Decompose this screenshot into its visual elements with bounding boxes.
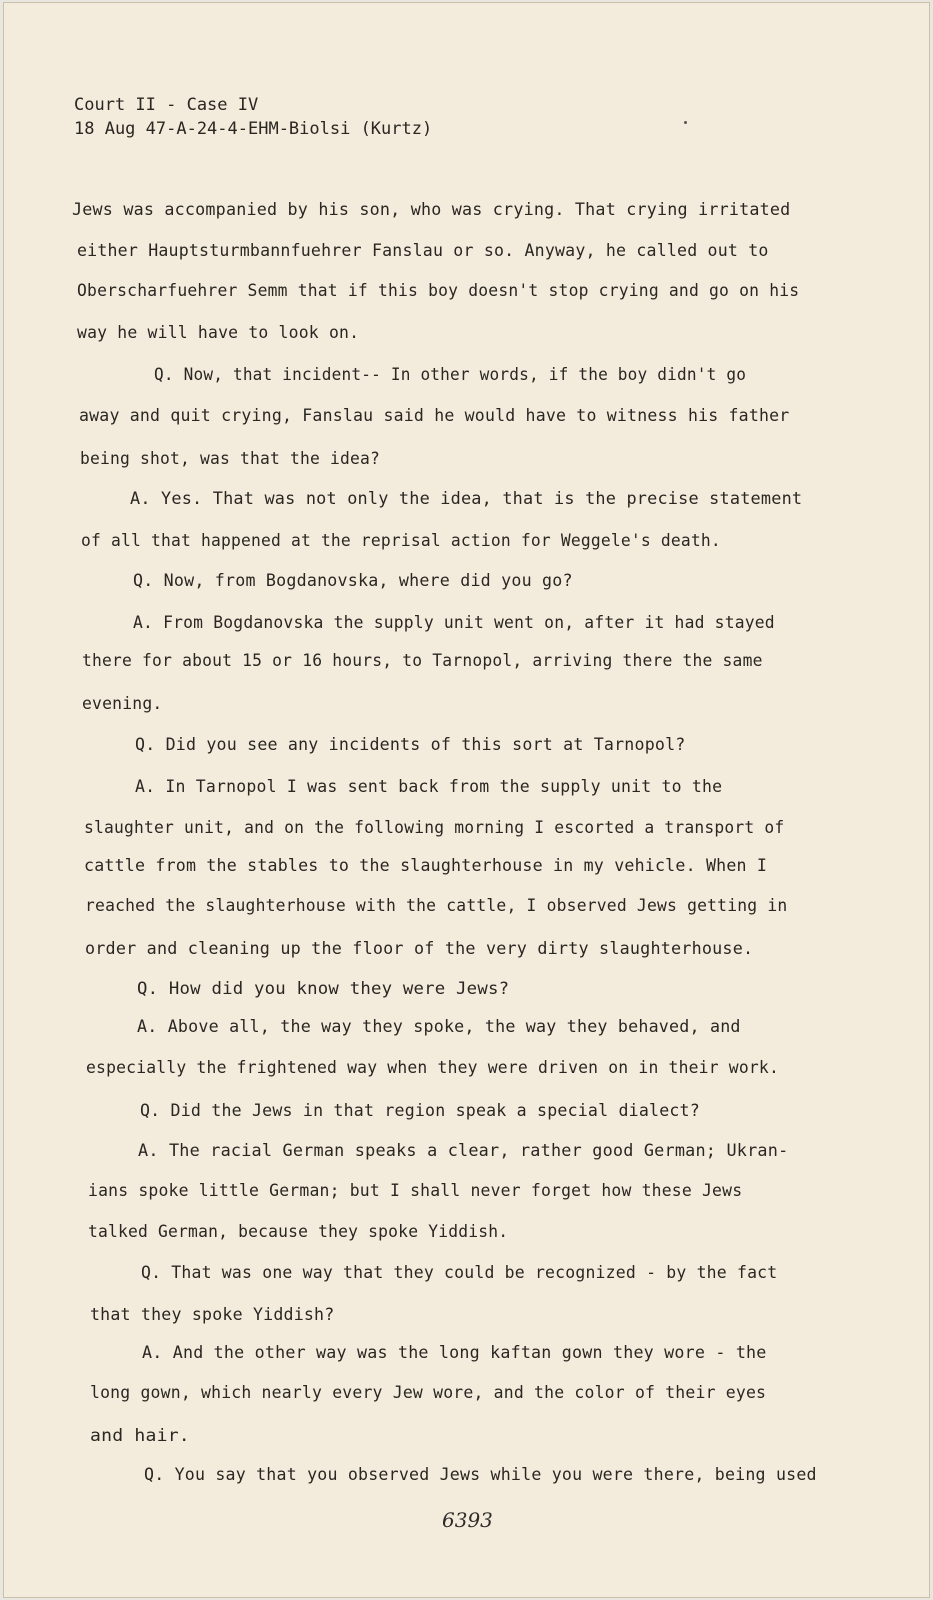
transcript-line: way he will have to look on. <box>77 323 360 343</box>
document-header <box>74 93 432 141</box>
transcript-line: Q. Now, that incident-- In other words, if the boy didn't go <box>154 365 747 385</box>
transcript-line: evening. <box>82 694 163 714</box>
transcript-line: long gown, which nearly every Jew wore, and the color of their eyes <box>90 1383 767 1403</box>
transcript-line: there for about 15 or 16 hours, to Tarnopol, arriving there the same <box>82 651 763 671</box>
reference-line: 18 Aug 47-A-24-4-EHM-Biolsi (Kurtz) <box>74 119 433 139</box>
transcript-line: Q. You say that you observed Jews while you were there, being used <box>144 1465 817 1485</box>
transcript-line: Q. Did you see any incidents of this sort at Tarnopol? <box>135 735 686 755</box>
transcript-line: cattle from the stables to the slaughterhouse in my vehicle. When I <box>84 856 768 876</box>
transcript-line: being shot, was that the idea? <box>80 449 381 469</box>
transcript-line: A. In Tarnopol I was sent back from the supply unit to the <box>135 777 723 797</box>
ink-dot <box>684 121 687 124</box>
transcript-line: A. Above all, the way they spoke, the way they behaved, and <box>137 1017 741 1037</box>
transcript-line: Jews was accompanied by his son, who was crying. That crying irritated <box>72 200 791 220</box>
court-case-line: Court II - Case IV <box>74 95 259 115</box>
transcript-line: A. The racial German speaks a clear, rather good German; Ukran- <box>138 1141 789 1161</box>
transcript-line: Q. Did the Jews in that region speak a special dialect? <box>140 1101 700 1121</box>
transcript-line: ians spoke little German; but I shall never forget how these Jews <box>88 1181 743 1201</box>
transcript-line: and hair. <box>90 1426 190 1446</box>
transcript-line: talked German, because they spoke Yiddish. <box>88 1222 509 1242</box>
transcript-line: Q. How did you know they were Jews? <box>137 979 510 999</box>
transcript-page <box>3 2 930 1598</box>
transcript-line: that they spoke Yiddish? <box>90 1305 335 1325</box>
transcript-line: Oberscharfuehrer Semm that if this boy doesn't stop crying and go on his <box>77 281 800 301</box>
transcript-line: away and quit crying, Fanslau said he would have to witness his father <box>79 406 790 426</box>
transcript-line: either Hauptsturmbannfuehrer Fanslau or so. Anyway, he called out to <box>77 241 769 261</box>
transcript-line: Q. Now, from Bogdanovska, where did you go? <box>133 571 573 591</box>
transcript-line: A. From Bogdanovska the supply unit went on, after it had stayed <box>133 613 775 633</box>
transcript-line: especially the frightened way when they were driven on in their work. <box>86 1058 780 1078</box>
transcript-line: slaughter unit, and on the following morning I escorted a transport of <box>84 818 785 838</box>
transcript-line: reached the slaughterhouse with the cattle, I observed Jews getting in <box>85 896 788 916</box>
transcript-line: A. Yes. That was not only the idea, that is the precise statement <box>130 489 803 509</box>
transcript-line: of all that happened at the reprisal action for Weggele's death. <box>81 531 721 551</box>
transcript-line: Q. That was one way that they could be recognized - by the fact <box>141 1263 778 1283</box>
transcript-line: order and cleaning up the floor of the very dirty slaughterhouse. <box>85 939 754 959</box>
transcript-line: A. And the other way was the long kaftan gown they wore - the <box>142 1343 767 1363</box>
page-number: 6393 <box>442 1508 493 1532</box>
